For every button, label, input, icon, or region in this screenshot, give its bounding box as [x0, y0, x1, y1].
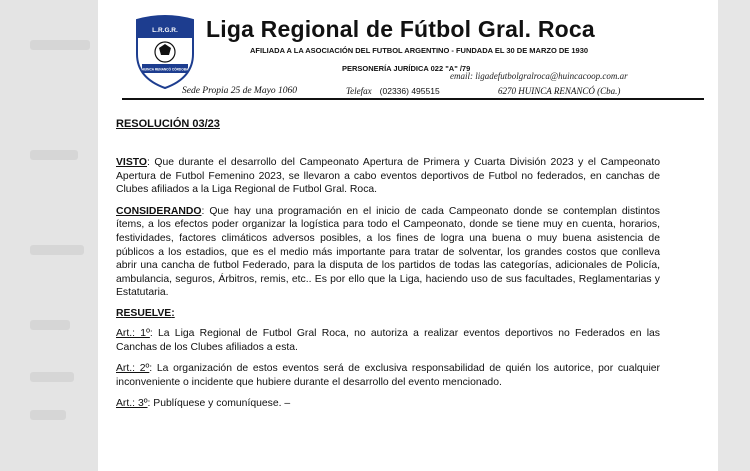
article-3 [116, 397, 660, 411]
resuelve-label: RESUELVE [116, 307, 172, 319]
article-2 [116, 362, 660, 389]
league-crest-icon [134, 14, 196, 90]
telefax-label: Telefax [346, 86, 372, 96]
article-2-label: Art.: 2º [116, 363, 150, 375]
article-1 [116, 327, 660, 354]
blurred-shape [30, 320, 70, 330]
article-2-text: : La organización de estos eventos será de exclusiva responsabilidad de quién los autorice, por cualquier inconveniente o incidente que hubiere durante el desarrollo del evento mencionado. [116, 363, 660, 388]
blurred-shape [30, 372, 74, 382]
background-right-blur [718, 0, 750, 471]
crest-top-text: L.R.G.R. [152, 27, 178, 34]
city-line: 6270 HUINCA RENANCÓ (Cba.) [498, 86, 621, 96]
visto-label: VISTO [116, 157, 147, 168]
visto-text: : Que durante el desarrollo del Campeonato Apertura de Primera y Cuarta División 2023 y el Campeonato Apertura de Futbol Femenino 2023, se llevaron a cabo eventos deportivos de Futbol no federados, en canchas de Clubes afiliados a la Liga Regional de Futbol Gral. Roca. [116, 157, 660, 196]
blurred-shape [30, 245, 84, 255]
resolution-body [116, 118, 660, 419]
league-title: Liga Regional de Fútbol Gral. Roca [206, 16, 595, 42]
affiliation-line: AFILIADA A LA ASOCIACIÓN DEL FUTBOL ARGENTINO - FUNDADA EL 30 DE MARZO DE 1930 [250, 46, 589, 55]
background-left-blur [0, 0, 98, 471]
letterhead-divider [122, 98, 704, 100]
article-3-label: Art.: 3º [116, 398, 148, 410]
telefax-number: (02336) 495515 [379, 86, 440, 96]
article-1-text: : La Liga Regional de Futbol Gral Roca, no autoriza a realizar eventos deportivos no Federados en las Canchas de los Clubes afiliados a esta. [116, 327, 661, 353]
considerando-text: : Que hay una programación en el inicio de cada Campeonato donde se contemplan distintos ítems, a los efectos poder organizar la logística para todo el Campeonato, donde se tiene muy en cuenta, horarios, festividades, factores climáticos adversos posibles, a los fines de logra una buena o muy buena asistencia de públicos a los estadios, que es el medio más importante para tratar de solventar, los grandes costos que conlleva abrir una cancha de futbol Federado, para la disputa de los partidos de todas las categorías, adicionales de Policía, ambulancia, seguros, Árbitros, remis, etc.. Es por ello que la Liga, haciendo uso de sus facultades, Reglamentarias y Estatutaria. [116, 205, 660, 299]
telefax-line [346, 86, 440, 96]
article-3-text: : Publíquese y comuníquese. – [147, 398, 291, 410]
blurred-shape [30, 40, 90, 50]
document-page [98, 0, 718, 471]
blurred-shape [30, 150, 78, 160]
blurred-shape [30, 410, 66, 420]
personeria-line: PERSONERÍA JURÍDICA 022 "A" /79 [342, 64, 471, 73]
email-line: email: ligadefutbolgralroca@huincacoop.com.ar [450, 71, 628, 81]
resuelve-heading [116, 308, 660, 319]
visto-paragraph [116, 156, 660, 197]
article-1-label: Art.: 1º [116, 327, 150, 339]
considerando-paragraph [116, 205, 660, 300]
crest-bottom-text: HUINCA RENANCÓ CÓRDOBA [141, 67, 189, 72]
letterhead [98, 0, 718, 108]
sede-line: Sede Propia 25 de Mayo 1060 [182, 86, 297, 96]
resuelve-colon: : [171, 307, 175, 319]
considerando-label: CONSIDERANDO [116, 205, 202, 217]
resolution-title: RESOLUCIÓN 03/23 [116, 118, 220, 130]
